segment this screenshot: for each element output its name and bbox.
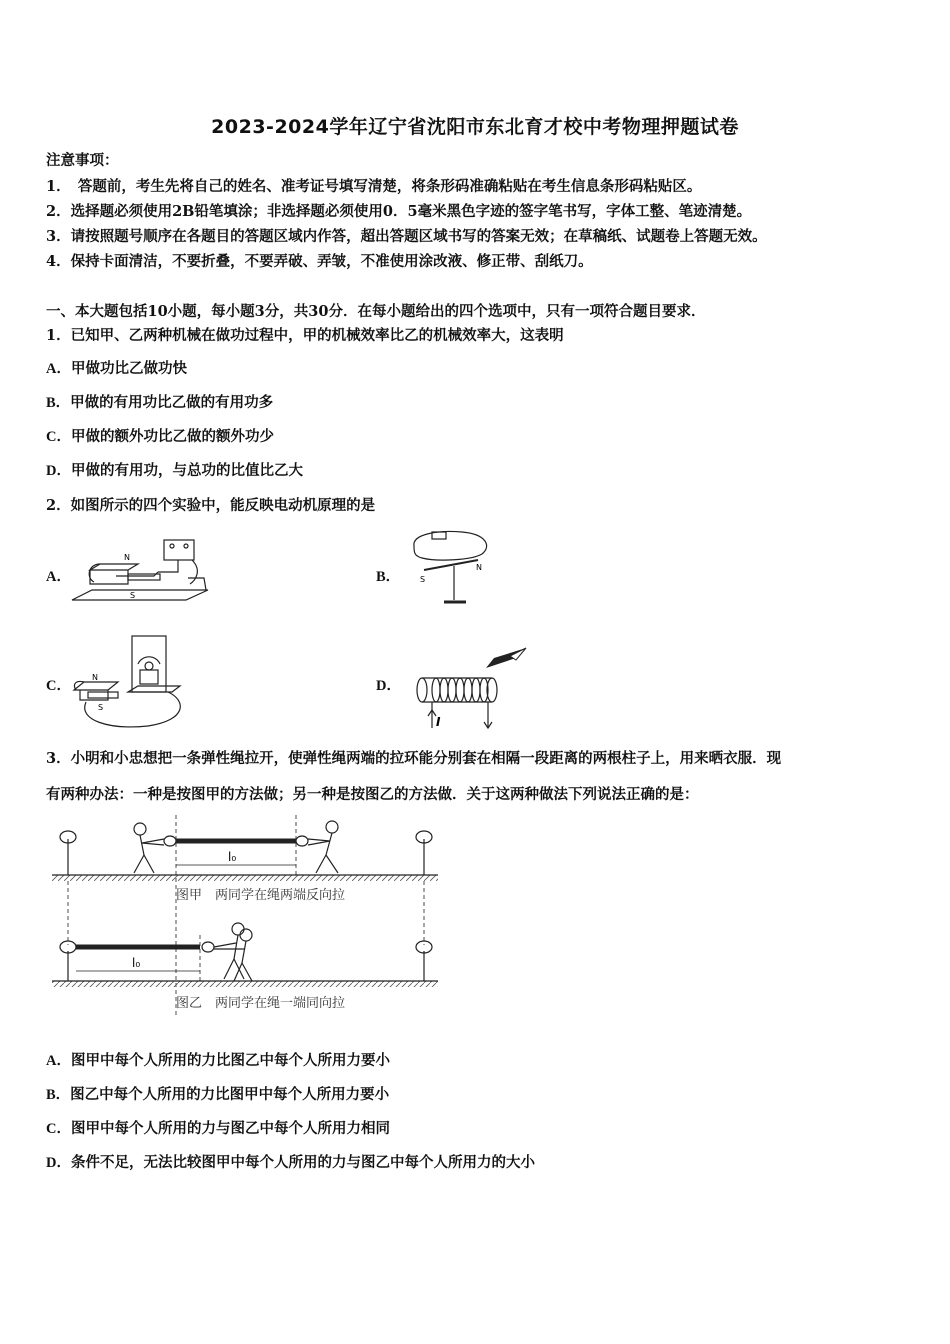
needle-s-label: S — [420, 575, 426, 584]
length-label-yi: l₀ — [132, 956, 141, 970]
q2-option-d-letter: D． — [376, 678, 401, 694]
option-letter: C． — [46, 1121, 71, 1137]
q2-figure-b — [402, 526, 494, 608]
q2-option-b-letter: B． — [376, 569, 401, 585]
q1-option-c — [46, 428, 274, 446]
notice-heading: 注意事项： — [46, 152, 119, 169]
notice-item: 2．选择题必须使用2B铅笔填涂；非选择题必须使用0．5毫米黑色字迹的签字笔书写，字体工整、笔迹清楚。 — [46, 203, 752, 220]
option-letter: D． — [46, 463, 71, 479]
q2-figure-a — [68, 534, 218, 606]
q3-figure — [46, 815, 446, 1020]
option-text: 甲做的有用功，与总功的比值比乙大 — [70, 462, 303, 479]
q1-option-a — [46, 360, 187, 378]
option-text: 图乙中每个人所用的力比图甲中每个人所用力要小 — [70, 1086, 390, 1103]
section-heading: 一、本大题包括10小题，每小题3分，共30分．在每小题给出的四个选项中，只有一项符合题目要求． — [46, 303, 706, 320]
q2-option-a-letter: A． — [46, 569, 71, 585]
length-label-jia: l₀ — [228, 850, 237, 864]
option-text: 图甲中每个人所用的力与图乙中每个人所用力相同 — [70, 1120, 390, 1137]
magnet-n-label: N — [92, 673, 98, 682]
needle-n-label: N — [476, 563, 482, 572]
q3-option-a — [46, 1052, 390, 1070]
option-letter: C． — [46, 429, 71, 445]
notice-item: 4．保持卡面清洁，不要折叠，不要弄破、弄皱，不准使用涂改液、修正带、刮纸刀。 — [46, 253, 593, 270]
magnet-s-label: S — [130, 591, 136, 600]
q3-option-d — [46, 1154, 535, 1172]
caption-yi: 图乙 两同学在绳一端同向拉 — [176, 996, 346, 1011]
option-letter: A． — [46, 1053, 71, 1069]
q2-option-c-letter: C． — [46, 678, 71, 694]
caption-jia: 图甲 两同学在绳两端反向拉 — [176, 888, 346, 903]
option-text: 甲做的额外功比乙做的额外功少 — [70, 428, 274, 445]
question-1-stem: 1．已知甲、乙两种机械在做功过程中，甲的机械效率比乙的机械效率大，这表明 — [46, 327, 564, 344]
option-text: 条件不足，无法比较图甲中每个人所用的力与图乙中每个人所用力的大小 — [70, 1154, 535, 1171]
notice-item: 3．请按照题号顺序在各题目的答题区域内作答，超出答题区域书写的答案无效；在草稿纸、试题卷上答题无效。 — [46, 228, 767, 245]
q1-option-b — [46, 394, 273, 412]
question-3-stem-line2: 有两种办法：一种是按图甲的方法做；另一种是按图乙的方法做．关于这两种做法下列说法正确的是： — [46, 786, 699, 803]
option-letter: B． — [46, 1087, 71, 1103]
option-text: 甲做功比乙做功快 — [70, 360, 187, 377]
magnet-s-label: S — [98, 703, 104, 712]
option-letter: D． — [46, 1155, 71, 1171]
figure-yi — [52, 923, 438, 987]
q1-option-d — [46, 462, 303, 480]
q3-option-b — [46, 1086, 389, 1104]
q3-option-c — [46, 1120, 390, 1138]
question-3-stem-line1: 3．小明和小忠想把一条弹性绳拉开，使弹性绳两端的拉环能分别套在相隔一段距离的两根柱子上，用来晒衣服．现 — [46, 750, 782, 767]
option-text: 甲做的有用功比乙做的有用功多 — [70, 394, 274, 411]
magnet-n-label: N — [124, 553, 130, 562]
option-letter: B． — [46, 395, 71, 411]
option-letter: A． — [46, 361, 71, 377]
current-label: I — [436, 715, 441, 729]
q2-figure-d — [410, 646, 534, 730]
page-title: 2023-2024学年辽宁省沈阳市东北育才校中考物理押题试卷 — [211, 116, 739, 138]
notice-item: 1． 答题前，考生先将自己的姓名、准考证号填写清楚，将条形码准确粘贴在考生信息条形码粘贴区。 — [46, 178, 702, 195]
question-2-stem: 2．如图所示的四个实验中，能反映电动机原理的是 — [46, 497, 376, 514]
option-text: 图甲中每个人所用的力比图乙中每个人所用力要小 — [70, 1052, 390, 1069]
q2-figure-c — [68, 634, 198, 730]
